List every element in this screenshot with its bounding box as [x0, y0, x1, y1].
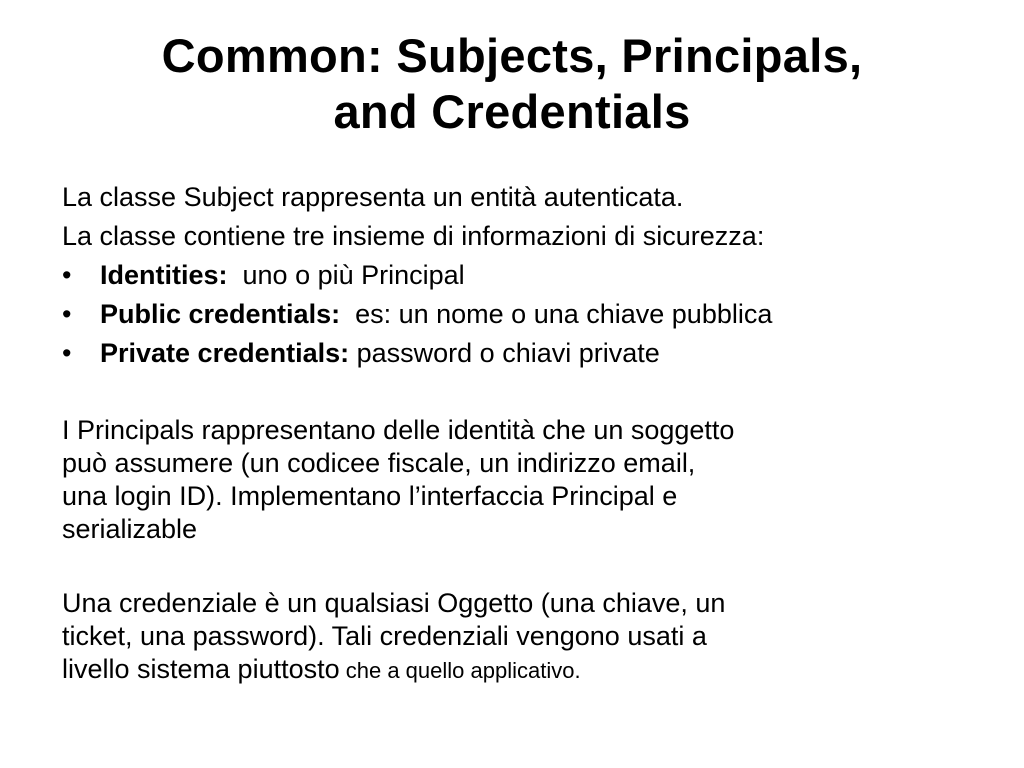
credentials-paragraph	[62, 587, 982, 687]
paragraph-line: Una credenziale è un qualsiasi Oggetto (una chiave, un	[62, 588, 726, 618]
bullet-text: password o chiavi private	[349, 338, 660, 368]
bullet-term: Identities:	[100, 260, 228, 290]
paragraph-line: ticket, una password). Tali credenziali vengono usati a	[62, 621, 707, 651]
bullet-text: uno o più Principal	[227, 260, 465, 290]
paragraph-small-text: che a quello applicativo.	[339, 658, 581, 683]
slide-title	[0, 28, 1024, 140]
paragraph-text: livello sistema piuttosto	[62, 654, 340, 684]
bullet-term: Public credentials:	[100, 299, 341, 329]
bullet-term: Private credentials:	[100, 338, 350, 368]
bullet-marker: •	[62, 338, 72, 368]
paragraph-line-with-small-text	[62, 653, 982, 687]
title-line-1: Common: Subjects, Principals,	[161, 29, 863, 82]
paragraph-line: serializable	[62, 514, 198, 544]
bullet-marker: •	[62, 299, 72, 329]
bullet-marker: •	[62, 260, 72, 290]
paragraph-line: può assumere (un codicee fiscale, un indirizzo email,	[62, 448, 696, 478]
intro-line-2: La classe contiene tre insieme di informazioni di sicurezza:	[62, 221, 765, 251]
principals-paragraph	[62, 414, 982, 546]
title-line-2: and Credentials	[333, 85, 691, 138]
paragraph-line: una login ID). Implementano l’interfaccia Principal e	[62, 481, 678, 511]
paragraph-line: I Principals rappresentano delle identità che un soggetto	[62, 415, 735, 445]
bullet-identities	[62, 256, 982, 295]
intro-line-1: La classe Subject rappresenta un entità autenticata.	[62, 182, 684, 212]
bullet-private-credentials	[62, 334, 982, 373]
slide-body	[62, 178, 982, 687]
bullet-text: es: un nome o una chiave pubblica	[340, 299, 773, 329]
bullet-public-credentials	[62, 295, 982, 334]
